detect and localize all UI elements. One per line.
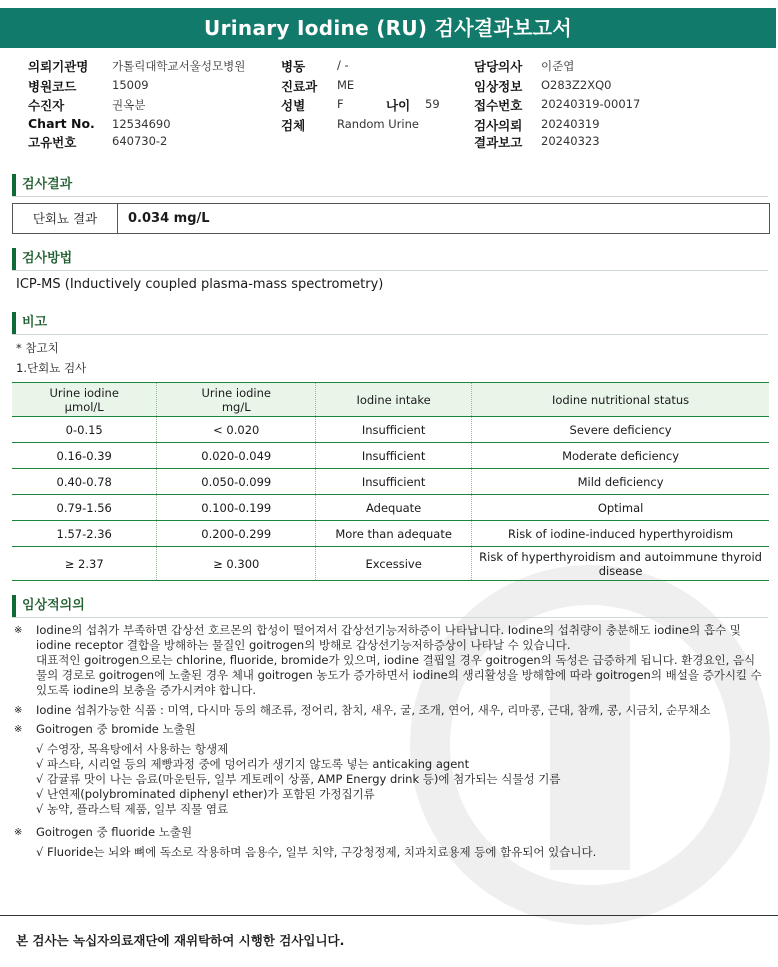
footer-divider [0, 915, 778, 916]
table-cell: Excessive [316, 547, 472, 581]
reference-label: * 참고치 [16, 341, 59, 355]
info-value: 20240319-00017 [541, 97, 641, 111]
info-label: 진료과 [281, 79, 318, 94]
table-row [12, 547, 769, 581]
info-value: 20240319 [541, 117, 600, 131]
note-bullet-icon: ※ [14, 625, 23, 636]
info-label: 검체 [281, 118, 306, 133]
section-remarks-heading: 비고 [12, 312, 47, 334]
list-item: √ Fluoride는 뇌와 뼈에 독소로 작용하며 음용수, 일부 치약, 구강청정제, 치과치료용제 등에 함유되어 있습니다. [36, 845, 597, 859]
info-value: 권옥분 [112, 98, 146, 112]
section-clinical-heading: 임상적의의 [12, 595, 85, 617]
table-row [12, 495, 769, 521]
info-value: Random Urine [337, 117, 419, 131]
info-value: 640730-2 [112, 134, 168, 148]
result-value: 0.034 mg/L [128, 211, 210, 226]
info-value-age: 59 [425, 97, 440, 111]
info-label: 병원코드 [28, 79, 77, 94]
note-bullet-icon: ※ [14, 724, 23, 735]
divider [12, 196, 768, 197]
table-cell: 0.020-0.049 [157, 443, 316, 469]
reference-sub-label: 1.단회뇨 검사 [16, 361, 87, 375]
page-title: Urinary Iodine (RU) 검사결과보고서 [0, 8, 776, 48]
table-cell: 0.200-0.299 [157, 521, 316, 547]
table-cell: Risk of hyperthyroidism and autoimmune thyroid disease [472, 547, 769, 581]
note-bullet-icon: ※ [14, 705, 23, 716]
info-label: 검사의뢰 [474, 118, 523, 133]
table-cell: Insufficient [316, 469, 472, 495]
info-value: O283Z2XQ0 [541, 78, 612, 92]
divider [12, 334, 768, 335]
section-method-heading: 검사방법 [12, 248, 72, 270]
table-row [12, 521, 769, 547]
table-cell: More than adequate [316, 521, 472, 547]
table-cell: Insufficient [316, 443, 472, 469]
table-header: Iodine nutritional status [472, 383, 769, 417]
table-cell: 0.050-0.099 [157, 469, 316, 495]
table-cell: < 0.020 [157, 417, 316, 443]
reference-table [12, 382, 769, 581]
info-label: 담당의사 [474, 59, 523, 74]
info-value: 20240323 [541, 134, 600, 148]
info-label: 임상정보 [474, 79, 523, 94]
table-header: Urine iodine mg/L [157, 383, 316, 417]
info-value: 15009 [112, 78, 149, 92]
list-item: √ 감귤류 맛이 나는 음료(마운틴듀, 일부 게토레이 상품, AMP Energy drink 등)에 첨가되는 식물성 기름 [36, 772, 561, 786]
table-cell: Moderate deficiency [472, 443, 769, 469]
info-value: / - [337, 58, 349, 72]
section-result-heading: 검사결과 [12, 174, 72, 196]
info-value: F [337, 97, 344, 111]
table-cell: Insufficient [316, 417, 472, 443]
table-cell: Mild deficiency [472, 469, 769, 495]
info-value: 가톨릭대학교서울성모병원 [112, 59, 246, 73]
table-cell: Severe deficiency [472, 417, 769, 443]
list-item: √ 파스타, 시리얼 등의 제빵과정 중에 덩어리가 생기지 않도록 넣는 anticaking agent [36, 757, 470, 771]
info-value: ME [337, 78, 355, 92]
result-label: 단회뇨 결과 [13, 204, 118, 233]
info-label: 병동 [281, 59, 306, 74]
divider [12, 617, 768, 618]
clinical-paragraph: ※ Iodine의 섭취가 부족하면 갑상선 호르몬의 합성이 떨어져서 갑상선기능저하증이 나타납니다. Iodine의 섭취량이 충분해도 iodine의 흡수 및 iodine receptor 결합을 방해하는 물질인 goitrogen의 방해로 갑상선기능저하증상이 나타날 수 있습니다. 대표적인 goitrogen으로는 chlorine, fluoride, bromide가 있으며, iodine 결핍일 경우 goitrogen의 독성은 급증하게 됩니다. 환경요인, 음식물의 경로로 goitrogen에 노출된 경우 체내 goitrogen 농도가 증가하면서 iodine의 생리활성을 방해함에 따라 goitrogen의 배설을 증가시킬 수 있도록 iodine의 보충을 증가시켜야 합니다. [14, 623, 762, 697]
clinical-bromide: ※ Goitrogen 중 bromide 노출원 √ 수영장, 목욕탕에서 사용하는 항생제 √ 파스타, 시리얼 등의 제빵과정 중에 덩어리가 생기지 않도록 넣는 anticaking agent √ 감귤류 맛이 나는 음료(마운틴듀, 일부 게토레이 상품, AMP Energy drink 등)에 첨가되는 식물성 기름 √ 난연제(polybrominated diphenyl ether)가 포함된 가정집기류 √ 농약, 플라스틱 제품, 일부 직물 염료 [14, 722, 766, 817]
table-header: Urine iodine μmol/L [12, 383, 157, 417]
result-box [12, 203, 770, 234]
table-cell: Risk of iodine-induced hyperthyroidism [472, 521, 769, 547]
divider [12, 270, 768, 271]
table-cell: Optimal [472, 495, 769, 521]
clinical-foods: ※ Iodine 섭취가능한 식품 : 미역, 다시마 등의 해조류, 정어리, 참치, 새우, 굴, 조개, 연어, 새우, 리마콩, 근대, 참깨, 콩, 시금치, 순무채소 [14, 703, 711, 717]
info-value: 이준엽 [541, 59, 575, 73]
table-cell: 0.16-0.39 [12, 443, 157, 469]
list-item: √ 농약, 플라스틱 제품, 일부 직물 염료 [36, 802, 229, 816]
info-label: 결과보고 [474, 135, 523, 150]
table-cell: Adequate [316, 495, 472, 521]
info-label: 의뢰기관명 [28, 59, 89, 74]
note-bullet-icon: ※ [14, 827, 23, 838]
info-value: 12534690 [112, 117, 171, 131]
table-cell: 0.100-0.199 [157, 495, 316, 521]
info-label: 고유번호 [28, 135, 77, 150]
table-cell: ≥ 2.37 [12, 547, 157, 581]
info-label: Chart No. [28, 116, 95, 131]
method-text: ICP-MS (Inductively coupled plasma-mass spectrometry) [16, 277, 384, 292]
info-label: 성별 [281, 98, 306, 113]
clinical-fluoride: ※ Goitrogen 중 fluoride 노출원 √ Fluoride는 뇌와 뼈에 독소로 작용하며 음용수, 일부 치약, 구강청정제, 치과치료용제 등에 함유되어 있습니다. [14, 825, 766, 860]
footer-note: 본 검사는 녹십자의료재단에 재위탁하여 시행한 검사입니다. [16, 933, 345, 948]
table-cell: 1.57-2.36 [12, 521, 157, 547]
table-cell: 0.40-0.78 [12, 469, 157, 495]
info-label: 수진자 [28, 98, 65, 113]
table-cell: 0.79-1.56 [12, 495, 157, 521]
table-row [12, 443, 769, 469]
table-row [12, 469, 769, 495]
table-header: Iodine intake [316, 383, 472, 417]
list-item: √ 난연제(polybrominated diphenyl ether)가 포함된 가정집기류 [36, 787, 375, 801]
table-row [12, 417, 769, 443]
info-label: 접수번호 [474, 98, 523, 113]
table-cell: 0-0.15 [12, 417, 157, 443]
info-label-age: 나이 [386, 98, 411, 113]
list-item: √ 수영장, 목욕탕에서 사용하는 항생제 [36, 742, 229, 756]
table-cell: ≥ 0.300 [157, 547, 316, 581]
